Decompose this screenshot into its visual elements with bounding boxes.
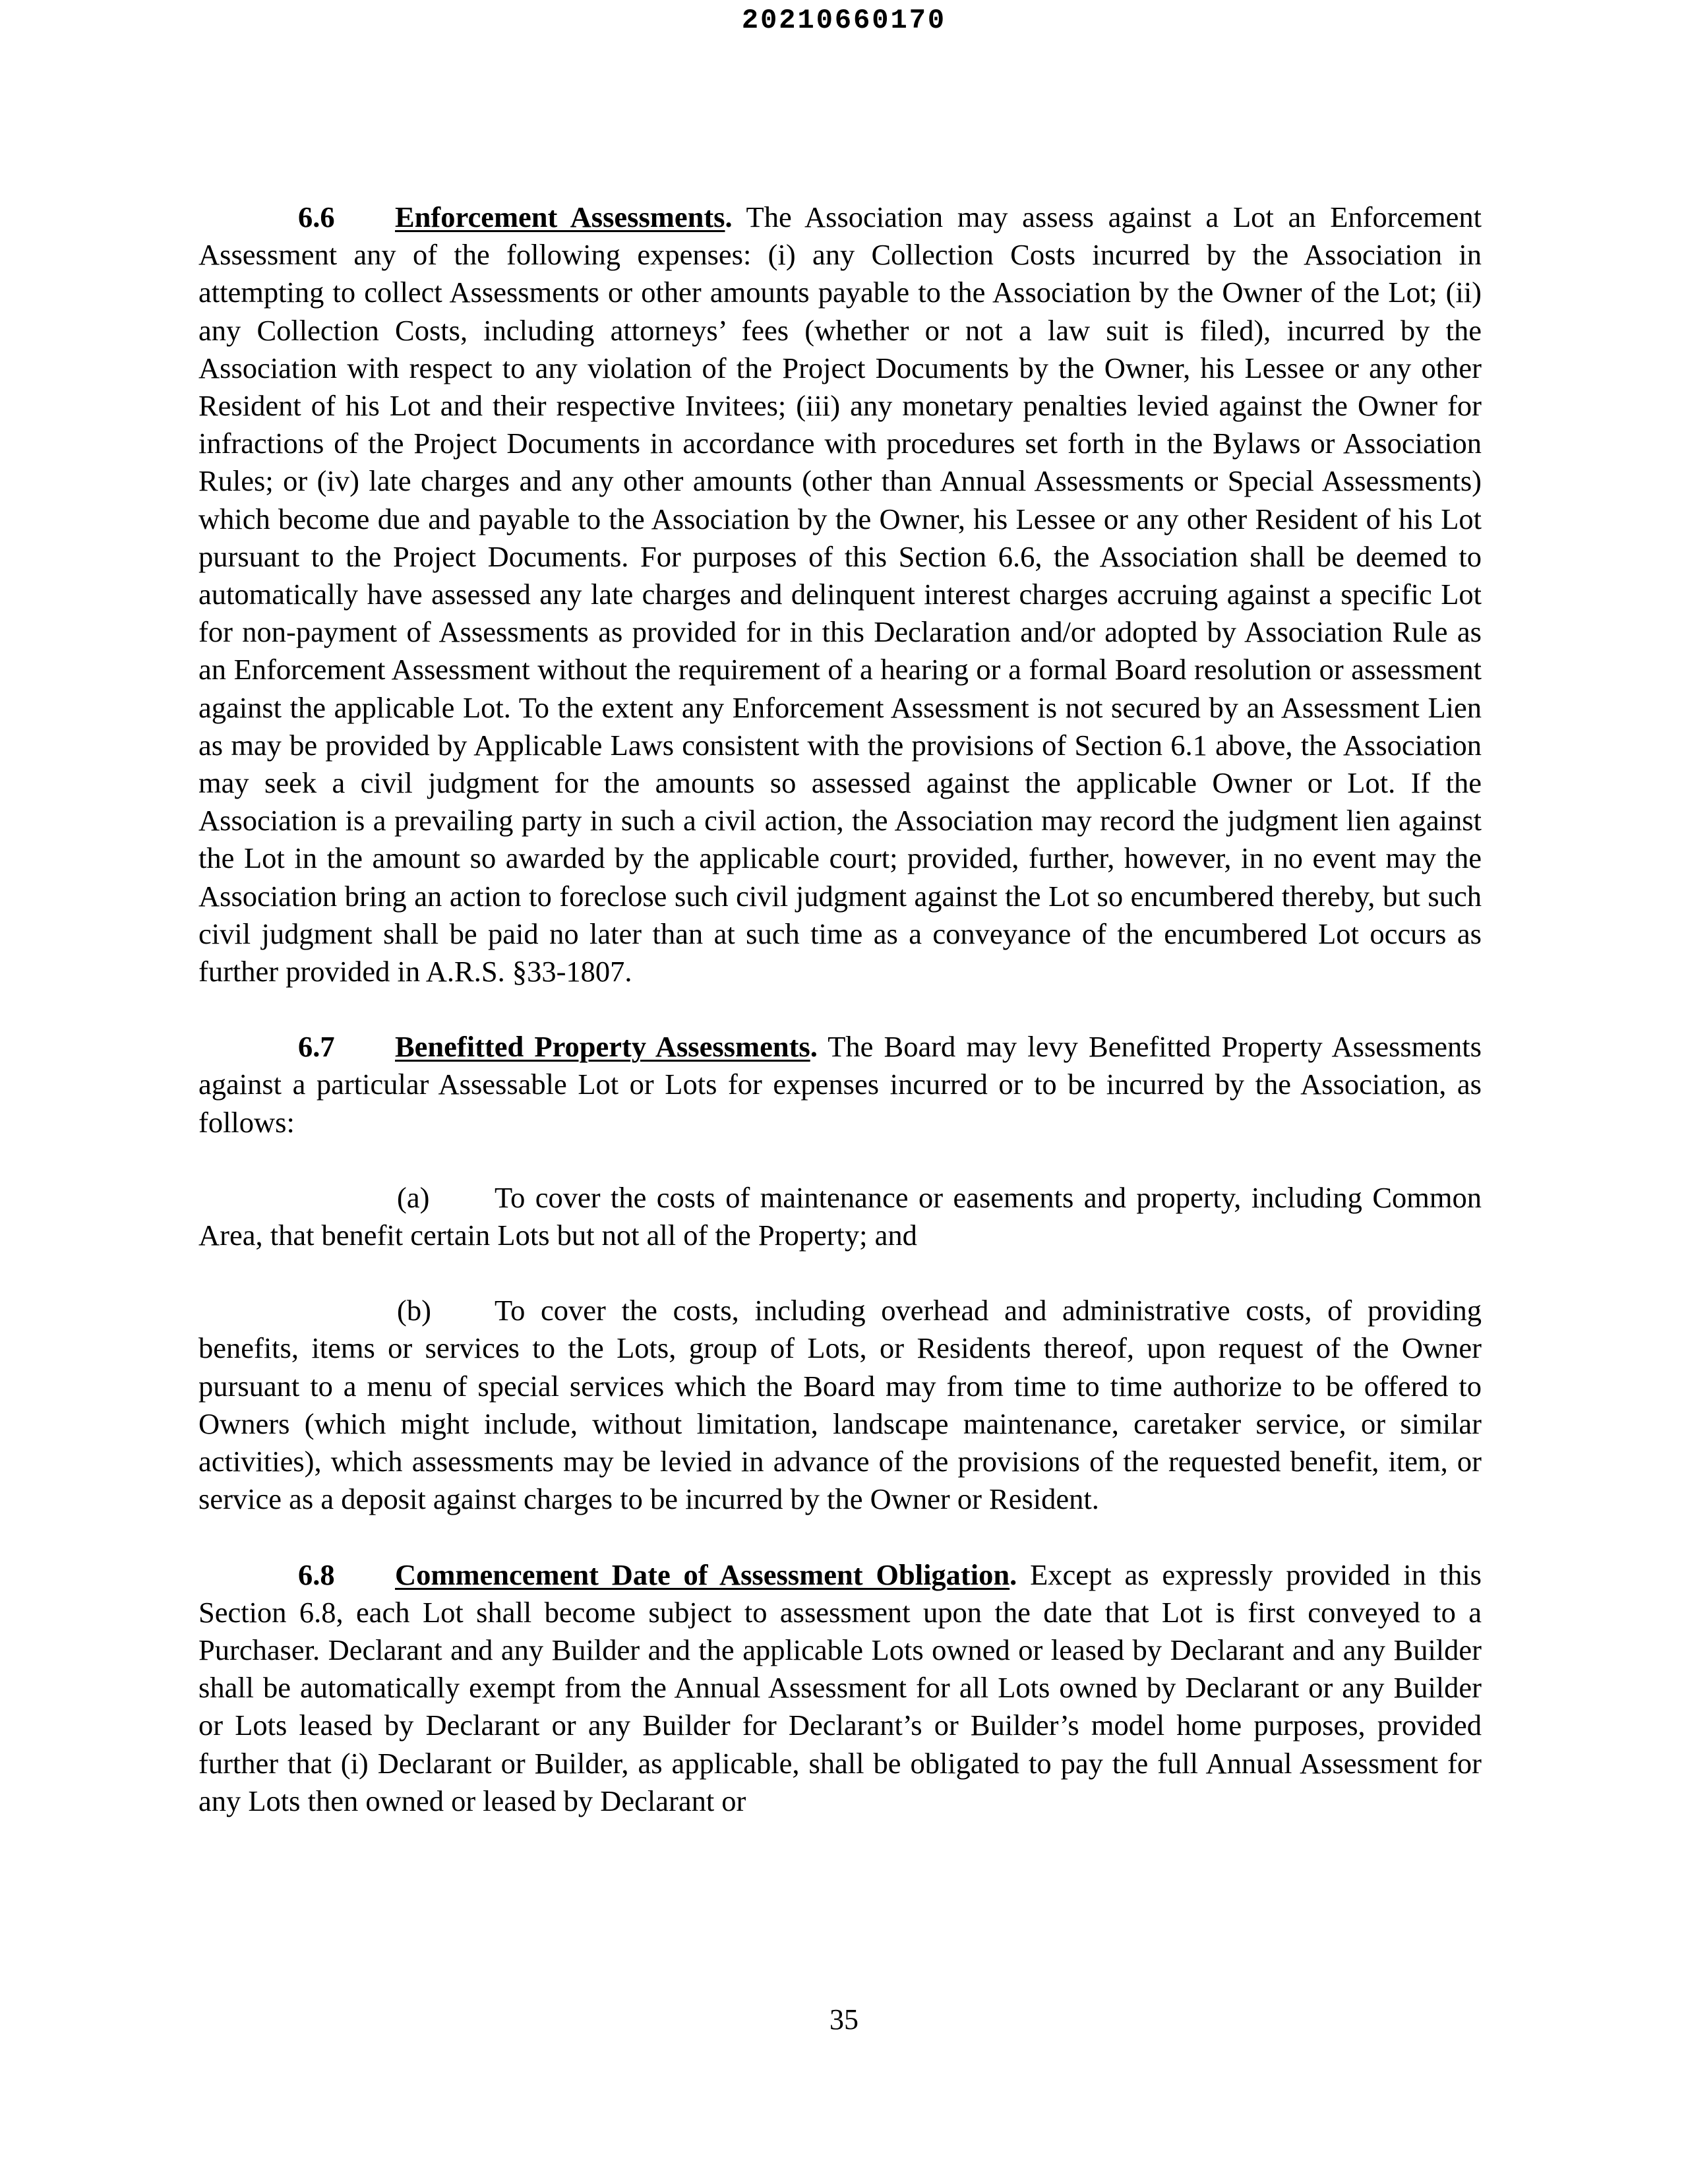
section-title: Commencement Date of Assessment Obligation [395,1558,1010,1591]
subsection-b [198,1292,1482,1518]
section-number: 6.6 [298,200,335,233]
section-title-period: . [810,1030,818,1064]
section-title-period: . [725,200,733,233]
subsection-body: To cover the costs of maintenance or easements and property, including Common Area, that benefit certain Lots but not all of the Property; and [198,1180,1482,1252]
document-number: 20210660170 [741,5,947,36]
subsection-body: To cover the costs, including overhead and administrative costs, of providing benefits, items or services to the Lots, group of Lots, or Residents thereof, upon request of the Owner pursuant to a menu of special services which the Board may from time to time authorize to be offered to Owners (which might include, without limitation, landscape maintenance, caretaker service, or similar activities), which assessments may be levied in advance of the provisions of the requested benefit, item, or service as a deposit against charges to be incurred by the Owner or Resident. [198,1294,1482,1516]
section-body: Except as expressly provided in this Section 6.8, each Lot shall become subject to assessment upon the date that Lot is first conveyed to a Purchaser. Declarant and any Builder and the applicable Lots owned or leased by Declarant and any Builder shall be automatically exempt from the Annual Assessment for all Lots owned by Declarant or any Builder or Lots leased by Declarant or any Builder for Declarant’s or Builder’s model home purposes, provided further that (i) Declarant or Builder, as applicable, shall be obligated to pay the full Annual Assessment for any Lots then owned or leased by Declarant or [198,1558,1482,1817]
subsection-marker: (a) [397,1180,430,1214]
section-6-6 [198,198,1482,990]
section-6-7 [198,1028,1482,1141]
subsection-a [198,1179,1482,1254]
section-number: 6.8 [298,1558,335,1591]
section-body: The Board may levy Benefitted Property Assessments against a particular Assessable Lot or Lots for expenses incurred or to be incurred by the Association, as follows: [198,1030,1482,1139]
section-number: 6.7 [298,1030,335,1064]
section-6-8 [198,1556,1482,1820]
page-number: 35 [829,2003,859,2036]
section-title: Benefitted Property Assessments [395,1030,810,1064]
subsection-marker: (b) [397,1294,431,1327]
section-body: The Association may assess against a Lot an Enforcement Assessment any of the following expenses: (i) any Collection Costs incurred by the Association in attempting to collect Assessments or other amounts payable to the Association by the Owner of the Lot; (ii) any Collection Costs, including attorneys’ fees (whether or not a law suit is filed), incurred by the Association with respect to any violation of the Project Documents by the Owner, his Lessee or any other Resident of his Lot and their respective Invitees; (iii) any monetary penalties levied against the Owner for infractions of the Project Documents in accordance with procedures set forth in the Bylaws or Association Rules; or (iv) late charges and any other amounts (other than Annual Assessments or Special Assessments) which become due and payable to the Association by the Owner, his Lessee or any other Resident of his Lot pursuant to the Project Documents. For purposes of this Section 6.6, the Association shall be deemed to automatically have assessed any late charges and delinquent interest charges accruing against a specific Lot for non-payment of Assessments as provided for in this Declaration and/or adopted by Association Rule as an Enforcement Assessment without the requirement of a hearing or a formal Board resolution or assessment against the applicable Lot. To the extent any Enforcement Assessment is not secured by an Assessment Lien as may be provided by Applicable Laws consistent with the provisions of Section 6.1 above, the Association may seek a civil judgment for the amounts so assessed against the applicable Owner or Lot. If the Association is a prevailing party in such a civil action, the Association may record the judgment lien against the Lot in the amount so awarded by the applicable court; provided, further, however, in no event may the Association bring an action to foreclose such civil judgment against the Lot so encumbered thereby, but such civil judgment shall be paid no later than at such time as a conveyance of the encumbered Lot occurs as further provided in A.R.S. §33-1807. [198,200,1482,988]
section-title-period: . [1010,1558,1017,1591]
section-title: Enforcement Assessments [395,200,725,233]
page-body [198,198,1482,1820]
